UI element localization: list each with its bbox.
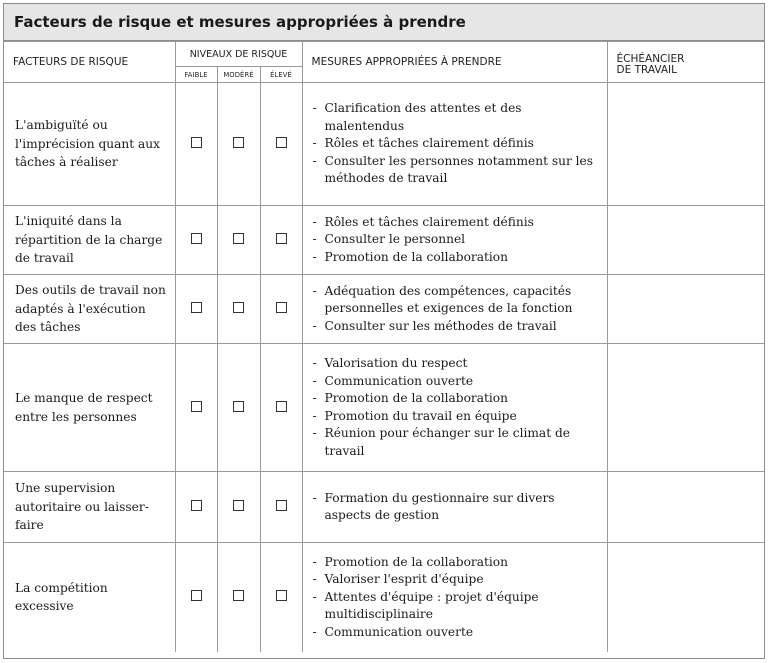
header-risk-levels: NIVEAUX DE RISQUE xyxy=(175,42,302,67)
checkbox-high[interactable] xyxy=(276,233,287,244)
level-high-cell xyxy=(260,344,302,472)
header-measures: MESURES APPROPRIÉES À PRENDRE xyxy=(302,42,607,83)
measures-list xyxy=(313,490,601,525)
measures-list xyxy=(313,355,601,460)
checkbox-moderate[interactable] xyxy=(233,137,244,148)
level-low-cell xyxy=(175,206,217,275)
level-mid-cell xyxy=(217,83,260,206)
schedule-cell[interactable] xyxy=(607,206,764,275)
level-low-cell xyxy=(175,472,217,543)
measure-item: - Promotion du travail en équipe xyxy=(313,408,601,426)
measures-cell xyxy=(302,275,607,344)
risk-factor-cell: L'ambiguïté ou l'imprécision quant aux tâches à réaliser xyxy=(4,83,175,206)
level-mid-cell xyxy=(217,206,260,275)
measure-item: - Promotion de la collaboration xyxy=(313,390,601,408)
checkbox-moderate[interactable] xyxy=(233,233,244,244)
checkbox-moderate[interactable] xyxy=(233,590,244,601)
level-high-cell xyxy=(260,543,302,652)
checkbox-low[interactable] xyxy=(191,500,202,511)
measure-item: - Rôles et tâches clairement définis xyxy=(313,214,601,232)
checkbox-high[interactable] xyxy=(276,590,287,601)
risk-factor-cell: Des outils de travail non adaptés à l'exécution des tâches xyxy=(4,275,175,344)
measure-item: - Réunion pour échanger sur le climat de travail xyxy=(313,425,601,460)
header-level-high: ÉLEVÉ xyxy=(260,67,302,83)
table-row xyxy=(4,83,764,206)
checkbox-low[interactable] xyxy=(191,137,202,148)
checkbox-high[interactable] xyxy=(276,401,287,412)
level-mid-cell xyxy=(217,543,260,652)
risk-factor-cell: L'iniquité dans la répartition de la charge de travail xyxy=(4,206,175,275)
measure-item: - Attentes d'équipe : projet d'équipe multidisciplinaire xyxy=(313,589,601,624)
table-row xyxy=(4,206,764,275)
header-level-low: FAIBLE xyxy=(175,67,217,83)
measure-item: - Consulter sur les méthodes de travail xyxy=(313,318,601,336)
risk-table xyxy=(4,41,764,652)
table-row xyxy=(4,344,764,472)
measures-cell xyxy=(302,344,607,472)
measures-list xyxy=(313,100,601,188)
table-row xyxy=(4,472,764,543)
level-high-cell xyxy=(260,206,302,275)
level-mid-cell xyxy=(217,344,260,472)
measures-cell xyxy=(302,472,607,543)
measure-item: - Adéquation des compétences, capacités personnelles et exigences de la fonction xyxy=(313,283,601,318)
measure-item: - Communication ouverte xyxy=(313,624,601,642)
measure-item: - Consulter les personnes notamment sur les méthodes de travail xyxy=(313,153,601,188)
header-factors: FACTEURS DE RISQUE xyxy=(4,42,175,83)
header-schedule-line-1: ÉCHÉANCIER xyxy=(616,53,685,65)
risk-rows xyxy=(4,83,764,652)
measure-item: - Promotion de la collaboration xyxy=(313,554,601,572)
measure-item: - Promotion de la collaboration xyxy=(313,249,601,267)
measure-item: - Communication ouverte xyxy=(313,373,601,391)
schedule-cell[interactable] xyxy=(607,275,764,344)
measure-item: - Consulter le personnel xyxy=(313,231,601,249)
measure-item: - Formation du gestionnaire sur divers aspects de gestion xyxy=(313,490,601,525)
measures-list xyxy=(313,554,601,642)
schedule-cell[interactable] xyxy=(607,472,764,543)
level-low-cell xyxy=(175,83,217,206)
level-high-cell xyxy=(260,472,302,543)
checkbox-low[interactable] xyxy=(191,302,202,313)
checkbox-low[interactable] xyxy=(191,590,202,601)
table-row xyxy=(4,543,764,652)
measure-item: - Valoriser l'esprit d'équipe xyxy=(313,571,601,589)
risk-factor-cell: La compétition excessive xyxy=(4,543,175,652)
level-high-cell xyxy=(260,83,302,206)
page-title: Facteurs de risque et mesures appropriées à prendre xyxy=(4,4,764,41)
level-high-cell xyxy=(260,275,302,344)
checkbox-low[interactable] xyxy=(191,233,202,244)
header-schedule xyxy=(607,42,764,83)
level-low-cell xyxy=(175,275,217,344)
checkbox-low[interactable] xyxy=(191,401,202,412)
measures-cell xyxy=(302,83,607,206)
level-low-cell xyxy=(175,344,217,472)
schedule-cell[interactable] xyxy=(607,344,764,472)
measures-cell xyxy=(302,543,607,652)
checkbox-moderate[interactable] xyxy=(233,302,244,313)
checkbox-high[interactable] xyxy=(276,137,287,148)
table-row xyxy=(4,275,764,344)
risk-factors-sheet xyxy=(3,3,765,659)
level-mid-cell xyxy=(217,275,260,344)
header-schedule-line-2: DE TRAVAIL xyxy=(616,64,678,76)
checkbox-moderate[interactable] xyxy=(233,401,244,412)
measure-item: - Rôles et tâches clairement définis xyxy=(313,135,601,153)
checkbox-high[interactable] xyxy=(276,500,287,511)
measures-list xyxy=(313,283,601,336)
level-mid-cell xyxy=(217,472,260,543)
measure-item: - Clarification des attentes et des malentendus xyxy=(313,100,601,135)
schedule-cell[interactable] xyxy=(607,543,764,652)
risk-factor-cell: Une supervision autoritaire ou laisser-faire xyxy=(4,472,175,543)
header-level-mid: MODÉRÉ xyxy=(217,67,260,83)
measure-item: - Valorisation du respect xyxy=(313,355,601,373)
schedule-cell[interactable] xyxy=(607,83,764,206)
measures-list xyxy=(313,214,601,267)
checkbox-high[interactable] xyxy=(276,302,287,313)
risk-factor-cell: Le manque de respect entre les personnes xyxy=(4,344,175,472)
level-low-cell xyxy=(175,543,217,652)
checkbox-moderate[interactable] xyxy=(233,500,244,511)
measures-cell xyxy=(302,206,607,275)
